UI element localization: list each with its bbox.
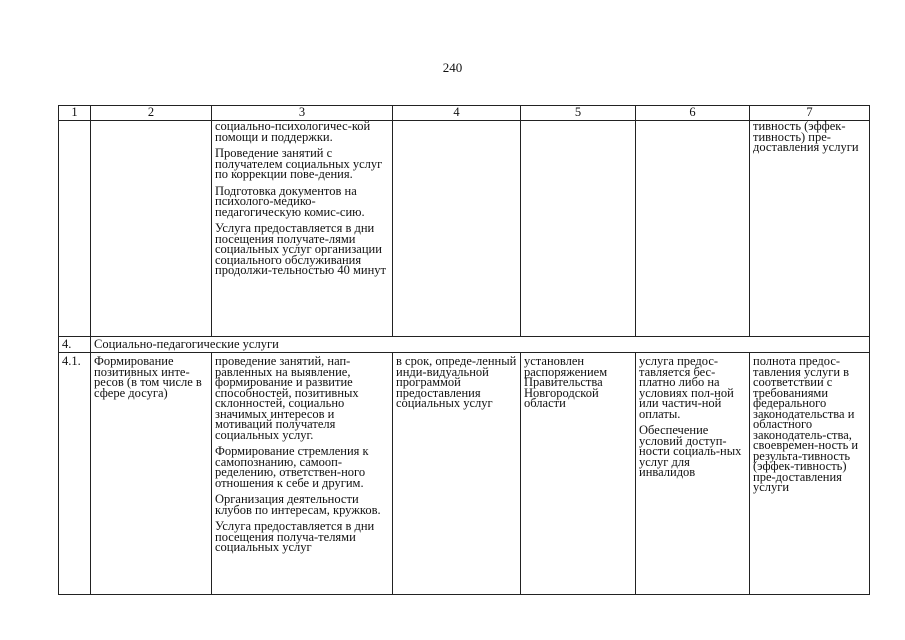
paragraph: Обеспечение условий доступ-ности социаль-ных услуг для инвалидов bbox=[639, 423, 742, 479]
section-number: 4. bbox=[59, 337, 91, 353]
table-row-4-1 bbox=[59, 353, 870, 595]
table-row-continuation bbox=[59, 121, 870, 337]
cell-service-description bbox=[212, 121, 393, 337]
paragraph: полнота предос-тавления услуги в соответствии с требованиями федерального законодательства и областного законодатель-ства, своевремен-ность и результа-тивность (эффек-тивность) пре-доставления услуги bbox=[753, 354, 859, 494]
header-cell-5: 5 bbox=[521, 106, 636, 121]
cell-tariff bbox=[521, 121, 636, 337]
header-cell-3: 3 bbox=[212, 106, 393, 121]
cell-tariff bbox=[521, 353, 636, 595]
header-cell-2: 2 bbox=[91, 106, 212, 121]
services-table bbox=[58, 105, 870, 595]
paragraph: Услуга предоставляется в дни посещения получате-лями социальных услуг организации социального обслуживания продолжи-тельностью 40 минут bbox=[215, 221, 387, 277]
cell-num: 4.1. bbox=[59, 353, 91, 595]
header-cell-6: 6 bbox=[636, 106, 750, 121]
paragraph: Проведение занятий с получателем социальных услуг по коррекции пове-дения. bbox=[215, 146, 383, 181]
header-row bbox=[59, 106, 870, 121]
paragraph: установлен распоряжением Правительства Новгородской области bbox=[524, 354, 608, 410]
paragraph: Организация деятельности клубов по интересам, кружков. bbox=[215, 492, 381, 517]
section-row bbox=[59, 337, 870, 353]
paragraph: услуга предос-тавляется бес-платно либо на условиях пол-ной или частич-ной оплаты. bbox=[639, 354, 734, 421]
paragraph: социально-психологичес-кой помощи и поддержки. bbox=[215, 119, 371, 144]
paragraph: в срок, опреде-ленный инди-видуальной программой предоставления социальных услуг bbox=[396, 354, 517, 410]
cell-service-name bbox=[91, 121, 212, 337]
header-cell-4: 4 bbox=[393, 106, 521, 121]
paragraph: Формирование стремления к самопознанию, самооп-ределению, ответствен-ного отношения к себе и другим. bbox=[215, 444, 369, 490]
page-number: 240 bbox=[442, 60, 463, 75]
header-cell-1: 1 bbox=[59, 106, 91, 121]
cell-service-name bbox=[91, 353, 212, 595]
cell-num bbox=[59, 121, 91, 337]
cell-quality-indicators bbox=[750, 353, 870, 595]
header-cell-7: 7 bbox=[750, 106, 870, 121]
section-title: Социально-педагогические услуги bbox=[91, 337, 870, 353]
paragraph: Формирование позитивных инте-ресов (в том числе в сфере досуга) bbox=[94, 354, 202, 400]
cell-conditions bbox=[636, 121, 750, 337]
paragraph: Услуга предоставляется в дни посещения получа-телями социальных услуг bbox=[215, 519, 375, 554]
cell-deadline bbox=[393, 121, 521, 337]
cell-conditions bbox=[636, 353, 750, 595]
paragraph: проведение занятий, нап-равленных на выявление, формирование и развитие способностей, позитивных склонностей, социально значимых интересов и мотиваций получателя социальных услуг. bbox=[215, 354, 359, 442]
paragraph: Подготовка документов на психолого-медико-педагогическую комис-сию. bbox=[215, 183, 365, 219]
cell-service-description bbox=[212, 353, 393, 595]
cell-deadline bbox=[393, 353, 521, 595]
cell-quality-indicators bbox=[750, 121, 870, 337]
paragraph: тивность (эффек-тивность) пре-доставления услуги bbox=[753, 119, 859, 154]
